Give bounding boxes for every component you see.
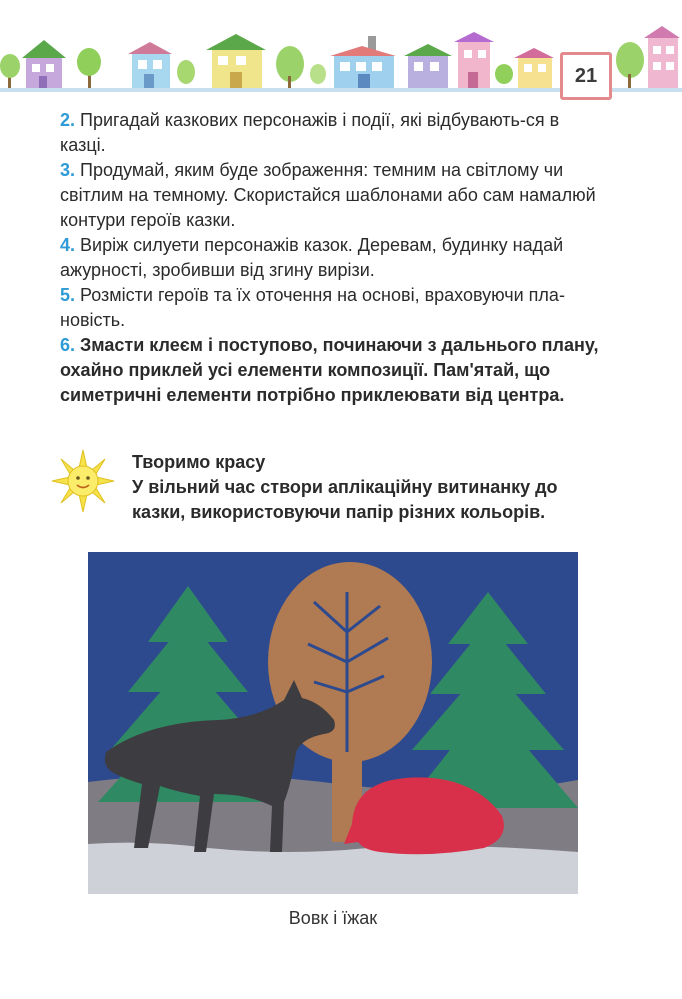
applique-artwork <box>88 552 578 894</box>
step-3: 3. Продумай, яким буде зображення: темним на світлому чи світлим на темному. Скористайся шаблонами або сам намалюй контури героїв казки. <box>60 160 596 230</box>
create-beauty-block <box>132 450 608 525</box>
page-number: 21 <box>560 52 612 100</box>
step-4: 4. Виріж силуети персонажів казок. Деревам, будинку надай ажурності, зробивши від згину вирізи. <box>60 235 564 280</box>
create-title: Творимо красу <box>132 452 266 472</box>
instructions-list <box>60 108 608 408</box>
step-6: 6. Змасти клеєм і поступово, починаючи з дальнього плану, охайно приклей усі елементи композиції. Пам'ятай, що симетричні елементи потрібно приклеювати від центра. <box>60 335 599 405</box>
sun-icon <box>50 448 116 514</box>
artwork-caption: Вовк і їжак <box>288 908 378 928</box>
create-text: У вільний час створи аплікаційну витинанку до казки, використовуючи папір різних кольорів. <box>132 477 558 522</box>
step-5: 5. Розмісти героїв та їх оточення на основі, враховуючи плановість. <box>60 285 565 330</box>
step-2: 2. Пригадай казкових персонажів і події, які відбувають-ся в казці. <box>60 110 560 155</box>
